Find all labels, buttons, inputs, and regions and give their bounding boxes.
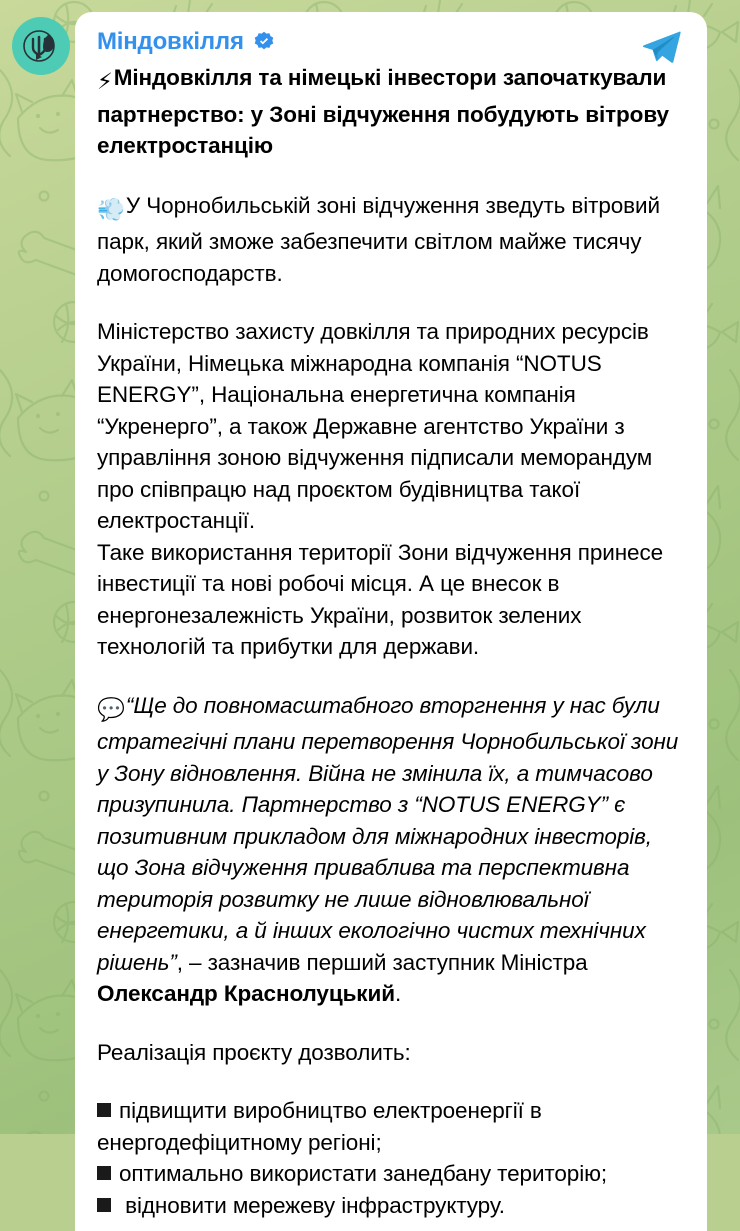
spacer bbox=[97, 1010, 685, 1037]
message-title-text: Міндовкілля та німецькі інвестори започаткували партнерство: у Зоні відчуження побудують вітрову електростанцію bbox=[97, 65, 669, 158]
list-item bbox=[97, 1095, 685, 1158]
channel-identity[interactable] bbox=[97, 28, 275, 56]
channel-avatar[interactable] bbox=[12, 17, 70, 75]
channel-name[interactable]: Міндовкілля bbox=[97, 28, 244, 55]
message-header bbox=[97, 28, 685, 60]
message-paragraph-2: Таке використання території Зони відчуження принесе інвестиції та нові робочі місця. А це внесок в енергонезалежність України, розвиток зелених технологій та прибутки для держави. bbox=[97, 539, 664, 659]
benefits-list bbox=[97, 1095, 685, 1221]
list-item bbox=[97, 1158, 685, 1190]
message-paragraph-1: Міністерство захисту довкілля та природних ресурсів України, Німецька міжнародна компанія “NOTUS ENERGY”, Національна енергетична компанія “Укренерго”, а також Державне агентство України з управління зоною відчуження підписали меморандум про співпрацю над проєктом будівництва такої електростанції. bbox=[97, 319, 653, 533]
square-bullet-icon bbox=[97, 1103, 111, 1117]
spacer bbox=[97, 663, 685, 690]
spacer bbox=[97, 289, 685, 316]
quote-text: “Ще до повномасштабного вторгнення у нас були стратегічні плани перетворення Чорнобильської зони у Зону відновлення. Війна не змінила їх, а тимчасово призупинила. Партнерство з “NOTUS ENERGY” є позитивним прикладом для міжнародних інвесторів, що Зона відчуження приваблива та перспективна територія розвитку не лише відновлювальної енергетики, а й інших екологічно чистих технічних рішень” bbox=[97, 692, 679, 975]
quote-attribution: , – зазначив перший заступник Міністра bbox=[176, 949, 588, 975]
list-item-text: підвищити виробництво електроенергії в енергодефіцитному регіоні; bbox=[97, 1098, 542, 1155]
dash-wind-emoji-icon: 💨 bbox=[97, 196, 125, 223]
list-item bbox=[97, 1190, 685, 1222]
square-bullet-icon bbox=[97, 1198, 111, 1212]
message-title bbox=[97, 62, 685, 162]
message-text-body bbox=[97, 62, 685, 1221]
square-bullet-icon bbox=[97, 1166, 111, 1180]
message-lead-text: У Чорнобильській зоні відчуження зведуть вітровий парк, який зможе забезпечити світлом майже тисячу домогосподарств. bbox=[97, 192, 660, 286]
ukraine-trident-emblem-icon bbox=[12, 17, 70, 75]
quote-author: Олександр Краснолуцький bbox=[97, 981, 395, 1006]
list-intro: Реалізація проєкту дозволить: bbox=[97, 1039, 411, 1065]
message-bubble[interactable] bbox=[75, 12, 707, 1231]
spacer bbox=[97, 162, 685, 190]
list-item-text: відновити мережеву інфраструктуру. bbox=[119, 1192, 505, 1218]
message-lead bbox=[97, 190, 685, 290]
high-voltage-emoji-icon: ⚡ bbox=[97, 69, 113, 95]
quote-author-suffix: . bbox=[394, 981, 402, 1006]
spacer bbox=[97, 1068, 685, 1095]
list-item-text: оптимально використати занедбану територію; bbox=[119, 1161, 608, 1186]
verified-check-icon bbox=[253, 31, 275, 53]
speech-balloon-emoji-icon: 💬 bbox=[97, 696, 125, 723]
message-quote-block bbox=[97, 690, 685, 1010]
